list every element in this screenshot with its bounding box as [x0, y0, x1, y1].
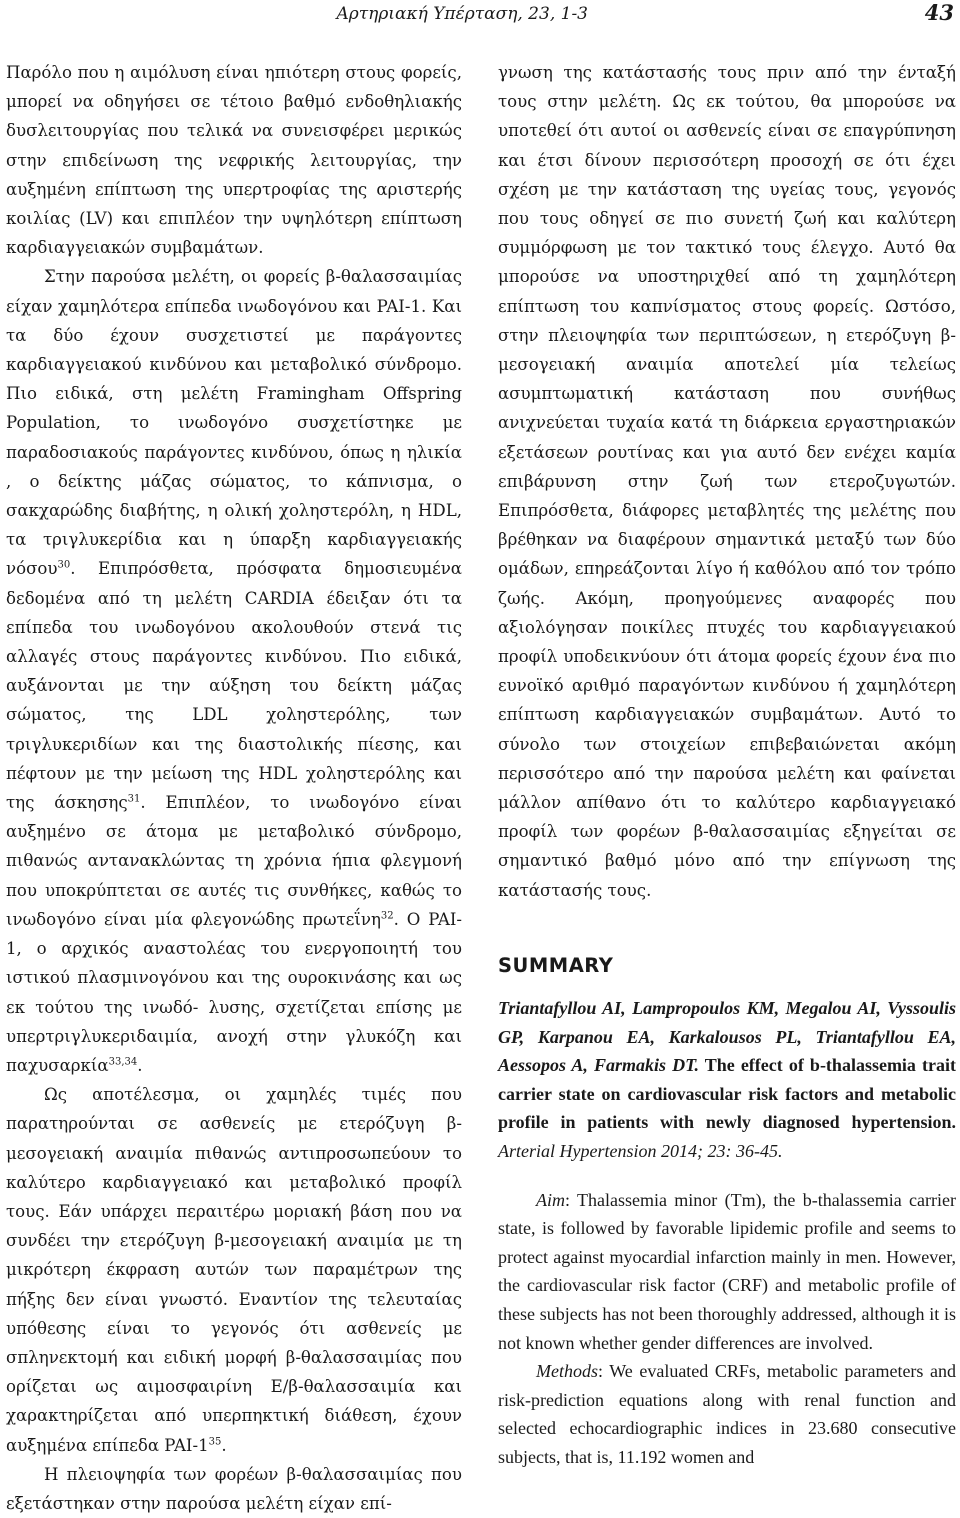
aim-label: Aim: [536, 1189, 565, 1210]
paragraph-text: . Επιπλέον, το ινωδογόνο είναι αυξημένο σε άτομα με μεταβολικό σύνδρομο, πιθανώς αντανακλώντας τη χρόνια ήπια φλεγμονή που υποκρύπτεται σε αυτές τις συνθήκες, καθώς το ινωδογόνο είναι μία φλεγονώδης πρωτεΐνη: [6, 793, 462, 929]
summary-citation: [498, 994, 956, 1166]
page-number: 43: [924, 0, 954, 25]
paragraph-text: Ως αποτέλεσμα, οι χαμηλές τιμές που παρατηρούνται σε ασθενείς με ετερόζυγη β-μεσογειακή αναιμία πιθανώς αντιπροσωπεύουν το καλύτερο καρδιαγγειακό και μεταβολικό προφίλ τους. Εάν υπάρχει περαιτέρω μοριακή βάση που να συνδέει την ετερόζυγη β-μεσογειακή αναιμία με τη μικρότερη έκφραση αυτών των παραμέτρων της πήξης δεν είναι γνωστό. Εναντίον της τελευταίας υπόθεσης είναι το γεγονός ότι ασθενείς με σπληνεκτομή και ειδική μορφή β-θαλασσαιμίας που ορίζεται ως αιμοσφαιρίνη Ε/β-θαλασσαιμία και χαρακτηρίζεται από υπερπηκτική διάθεση, έχουν αυξημένα επίπεδα PAI-1: [6, 1085, 462, 1455]
paragraph-text: γνωση της κατάστασής τους πριν από την ένταξή τους στην μελέτη. Ως εκ τούτου, θα μπορούσε να υποτεθεί ότι αυτοί οι ασθενείς είναι σε επαγρύπνηση και έτσι δίνουν περισσότερη προσοχή σε ότι έχει σχέση με την κατάσταση της υγείας τους, γεγονός που τους οδηγεί σε πιο συνετή ζωή και καλύτερη συμμόρφωση με τον τακτικό τους έλεγχο. Αυτό θα μπορούσε να υποστηριχθεί από τη χαμηλότερη επίπτωση του καπνίσματος στους φορείς. Ωστόσο, στην πλειοψηφία των περιπτώσεων, η ετερόζυγη β-μεσογειακή αναιμία αποτελεί μία τελείως ασυμπτωματική κατάσταση που συνήθως ανιχνεύεται τυχαία κατά τη διάρκεια εργαστηριακών εξετάσεων ρουτίνας και για αυτό δεν ενέχει καμία επιβάρυνση στην ζωή των ετεροζυγωτών. Επιπρόσθετα, διάφορες μεταβλητές της μελέτης που βρέθηκαν να διαφέρουν σημαντικά μεταξύ των δύο ομάδων, επηρεάζονται λίγο ή καθόλου από τον τρόπο ζωής. Ακόμη, προηγούμενες αναφορές που αξιολόγησαν ποικίλες πτυχές του καρδιαγγειακού προφίλ υποδεικνύουν ότι άτομα φορείς έχουν ένα πιο ευνοϊκό αριθμό παραγόντων κινδύνου ή χαμηλότερη επίπτωση καρδιαγγειακών συμβαμάτων. Αυτό το σύνολο των στοιχείων επιβεβαιώνεται ακόμη περισσότερο από την παρούσα μελέτη και φαίνεται μάλλον απίθανο ότι το καλύτερο καρδιαγγειακό προφίλ των φορέων β-θαλασσαιμίας εξηγείται σε σημαντικό βαθμό μόνο από την επίγνωση της κατάστασής τους.: [498, 63, 956, 900]
paragraph-text: . Ο PAI-1, ο αρχικός αναστολέας του ενεργοποιητή του ιστικού πλασμινογόνου και της ουροκινάσης και ως εκ τούτου της ινωδό- λυσης, σχετίζεται επίσης με υπερτριγλυκεριδαιμία, ανοχή στην γλυκόζη και παχυσαρκία: [6, 909, 462, 1075]
paragraph: [6, 58, 462, 262]
paragraph: [6, 1080, 462, 1460]
paragraph-text: Η πλειοψηφία των φορέων β-θαλασσαιμίας που εξετάστηκαν στην παρούσα μελέτη είχαν επί-: [6, 1464, 462, 1513]
article-title: The effect of b-thalassemia trait carrier state on cardiovascular risk factors and metabolic profile in patients with newly diagnosed hypertension.: [498, 1055, 956, 1133]
journal-reference: Arterial Hypertension 2014; 23: 36-45.: [498, 1141, 783, 1162]
reference-marker: 31: [127, 793, 141, 805]
paragraph-text: Παρόλο που η αιμόλυση είναι ηπιότερη στους φορείς, μπορεί να οδηγήσει σε τέτοιο βαθμό ενδοθηλιακής δυσλειτουργίας που τελικά να συνεισφέρει μερικώς στην επιδείνωση της νεφρικής λειτουργίας, την αυξημένη επίπτωση της υπερτροφίας της αριστερής κοιλίας (LV) και επιπλέον την υψηλότερη επίπτωση καρδιαγγειακών συμβαμάτων.: [6, 63, 462, 258]
right-column: [498, 58, 956, 1472]
reference-marker: 32: [380, 910, 394, 922]
left-column: [6, 58, 462, 1518]
aim-text: : Thalassemia minor (Tm), the b-thalassemia carrier state, is followed by favorable lipidemic profile and seems to protect against myocardial infarction mainly in men. However, the cardiovascular risk factor (CRF) and metabolic profile of these subjects has not been thoroughly addressed, although it is not known whether gender differences are involved.: [498, 1189, 956, 1353]
page-header: [0, 0, 960, 30]
reference-marker: 30: [57, 559, 71, 571]
methods-text: : We evaluated CRFs, metabolic parameters and risk-prediction equations along with renal function and selected echocardiographic indices in 23.680 consecutive subjects, that is, 11.192 women and: [498, 1361, 956, 1467]
paragraph-text: .: [221, 1435, 227, 1455]
paragraph-text: Στην παρούσα μελέτη, οι φορείς β-θαλασσαιμίας είχαν χαμηλότερα επίπεδα ινωδογόνου και PAI-1. Και τα δύο έχουν συσχετιστεί με παράγοντες καρδιαγγειακού κινδύνου και μεταβολικό σύνδρομο. Πιο ειδικά, στη μελέτη Framingham Offspring Population, το ινωδογόνο συσχετίστηκε με παραδοσιακούς παράγοντες κινδύνου, όπως η ηλικία , ο δείκτης μάζας σώματος, το κάπνισμα, ο σακχαρώδης διαβήτης, η ολική χοληστερόλη, η HDL, τα τριγλυκερίδια και η ύπαρξη καρδιαγγειακής νόσου: [6, 267, 462, 579]
methods-label: Methods: [536, 1361, 598, 1382]
paragraph-text: .: [137, 1055, 143, 1075]
english-summary: [498, 994, 956, 1472]
reference-marker: 35: [208, 1436, 222, 1448]
author-list: Triantafyllou AI, Lampropoulos KM, Megalou AI, Vyssoulis GP, Karpanou EA, Karkalousos PL, Triantafyllou EA, Aessopos A, Farmakis DT.: [498, 998, 956, 1076]
methods-paragraph: [498, 1357, 956, 1471]
aim-paragraph: [498, 1186, 956, 1358]
paragraph: [6, 262, 462, 1080]
paragraph: [498, 58, 956, 905]
paragraph: [6, 1460, 462, 1518]
summary-heading: SUMMARY: [498, 953, 614, 977]
paragraph-text: . Επιπρόσθετα, πρόσφατα δημοσιευμένα δεδομένα από τη μελέτη CARDIA έδειξαν ότι τα επίπεδα του ινωδογόνου ακολουθούν στενά τις αλλαγές στους παράγοντες κινδύνου. Πιο ειδικά, αυξάνονται με την αύξηση του δείκτη μάζας σώματος, της LDL χοληστερόλης, των τριγλυκεριδίων και της διαστολικής πίεσης, και πέφτουν με την μείωση της HDL χοληστερόλης και της άσκησης: [6, 559, 462, 813]
journal-citation: Αρτηριακή Υπέρταση, 23, 1-3: [336, 4, 588, 24]
reference-marker: 33,34: [108, 1056, 138, 1068]
